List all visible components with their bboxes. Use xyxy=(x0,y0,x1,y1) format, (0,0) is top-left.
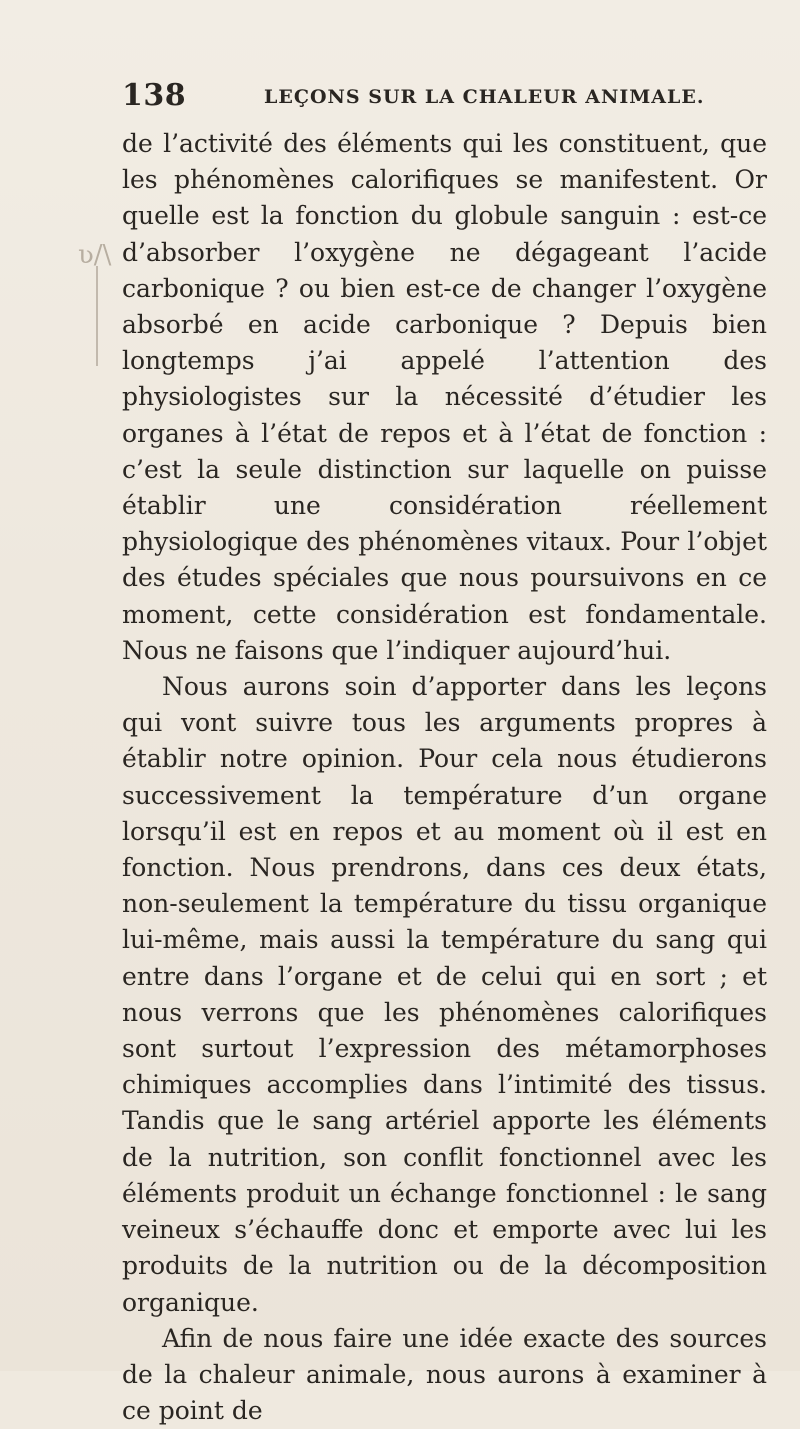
margin-bracket-line xyxy=(96,266,108,366)
margin-annotation xyxy=(78,240,118,380)
body-text xyxy=(122,126,767,1429)
page-header xyxy=(122,76,705,116)
running-head: LEÇONS SUR LA CHALEUR ANIMALE. xyxy=(264,86,705,108)
paragraph-1: de l’activité des éléments qui les constituent, que les phénomènes calorifiques se manifestent. Or quelle est la fonction du globule sanguin : est-ce d’absorber l’oxygène ne dégageant l’acide carbonique ? ou bien est-ce de changer l’oxygène absorbé en acide carbonique ? Depuis bien longtemps j’ai appelé l’attention des physiologistes sur la nécessité d’étudier les organes à l’état de repos et à l’état de fonction : c’est la seule distinction sur laquelle on puisse établir une considération réellement physiologique des phénomènes vitaux. Pour l’objet des études spéciales que nous poursuivons en ce moment, cette considération est fondamentale. Nous ne faisons que l’indiquer aujourd’hui. xyxy=(122,129,767,665)
margin-handwritten-mark: ʋ/\ xyxy=(78,240,112,270)
paragraph-3: Afin de nous faire une idée exacte des sources de la chaleur animale, nous aurons à examiner à ce point de xyxy=(122,1323,767,1426)
paragraph-2: Nous aurons soin d’apporter dans les leçons qui vont suivre tous les arguments propres à établir notre opinion. Pour cela nous étudierons successivement la température d’un organe lorsqu’il est en repos et au moment où il est en fonction. Nous prendrons, dans ces deux états, non-seulement la température du tissu organique lui-même, mais aussi la température du sang qui entre dans l’organe et de celui qui en sort ; et nous verrons que les phénomènes calorifiques sont surtout l’expression des métamorphoses chimiques accomplies dans l’intimité des tissus. Tandis que le sang artériel apporte les éléments de la nutrition, son conflit fonctionnel avec les éléments produit un échange fonctionnel : le sang veineux s’échauffe donc et emporte avec lui les produits de la nutrition ou de la décomposition organique. xyxy=(122,672,767,1317)
page-number: 138 xyxy=(122,78,187,113)
